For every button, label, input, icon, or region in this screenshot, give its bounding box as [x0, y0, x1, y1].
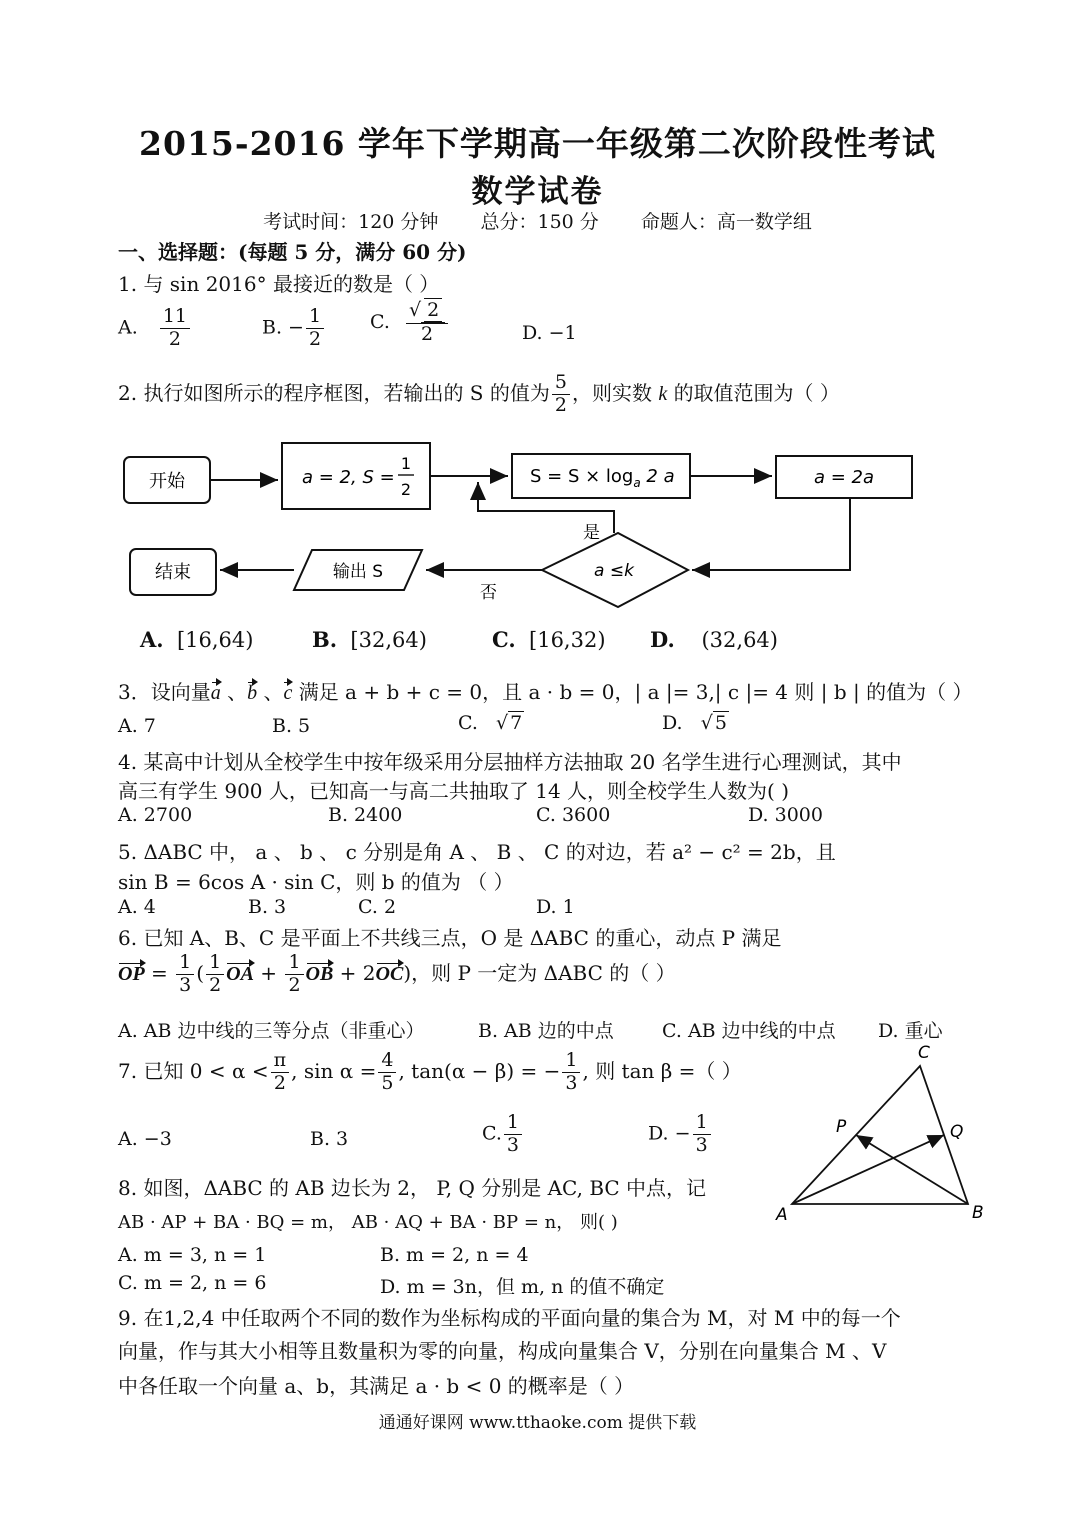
question-5-line1: 5. ΔABC 中， a 、 b 、 c 分别是角 A 、 B 、 C 的对边，若 a² − c² = 2b，且	[118, 840, 836, 864]
exam-meta	[0, 207, 1075, 234]
section-heading: 一、选择题：(每题 5 分，满分 60 分)	[118, 240, 467, 264]
question-3-stem: 3．设向量a 、b 、c 满足 a + b + c = 0，且 a · b = 0，| a |= 3,| c |= 4 则 | b | 的值为（ ）	[118, 680, 973, 704]
q6-option-d: D. 重心	[878, 1020, 943, 1042]
q8-option-c: C. m = 2, n = 6	[118, 1272, 267, 1294]
flow-no-label: 否	[480, 583, 497, 603]
exam-score: 总分：150 分	[480, 211, 599, 233]
exam-time: 考试时间：120 分钟	[263, 211, 439, 233]
question-4-line1: 4. 某高中计划从全校学生中按年级采用分层抽样方法抽取 20 名学生进行心理测试，其中	[118, 750, 902, 774]
exam-author: 命题人：高一数学组	[640, 211, 812, 233]
q2-option-c: C. [16,32)	[492, 627, 606, 652]
flow-condition: a ≤k	[594, 561, 634, 581]
question-1-stem: 1. 与 sin 2016° 最接近的数是（ ）	[118, 272, 440, 296]
question-8-line1: 8. 如图，ΔABC 的 AB 边长为 2， P, Q 分别是 AC, BC 中点，记	[118, 1176, 707, 1200]
question-9-line2: 向量，作与其大小相等且数量积为零的向量，构成向量集合 V，分别在向量集合 M 、V	[118, 1339, 887, 1363]
flow-init-den: 2	[400, 480, 412, 499]
flow-start: 开始	[149, 471, 185, 492]
flow-init-num: 1	[400, 454, 412, 473]
point-q-label: Q	[950, 1122, 964, 1142]
q6-option-c: C. AB 边中线的中点	[662, 1020, 836, 1042]
q1-option-d: D. −1	[522, 322, 577, 344]
flow-update: a = 2a	[813, 467, 875, 488]
flow-calc: $S = S \times \log_a 2$ a	[530, 466, 675, 490]
q2-option-b: B. [32,64)	[312, 627, 427, 652]
page-footer: 通通好课网 www.tthaoke.com 提供下载	[378, 1413, 697, 1433]
flow-init: a = 2, S =	[302, 467, 395, 488]
q8-option-b: B. m = 2, n = 4	[380, 1244, 529, 1266]
q1-option-c: C. $\frac{√ 2}{2}$	[370, 300, 450, 346]
q2-option-a: A. [16,64)	[140, 627, 254, 652]
q7-option-b: B. 3	[310, 1128, 349, 1150]
q3-option-a: A. 7	[118, 715, 156, 737]
point-p-label: P	[836, 1117, 847, 1137]
q2-option-d: D. (32,64)	[650, 627, 778, 652]
q6-option-a: A. AB 边中线的三等分点（非重心）	[118, 1020, 425, 1042]
question-7-stem: 7. 已知 0 < α < $\frac{\pi}{2}$ , sin α = $\frac{4}{5}$ , tan(α − β) = − $\frac{1}{3}$ , 则 tan β =（ ）	[118, 1049, 742, 1094]
q6-option-b: B. AB 边的中点	[478, 1020, 614, 1042]
exam-title: 2015-2016 学年下学期高一年级第二次阶段性考试	[139, 124, 936, 163]
q4-option-a: A. 2700	[118, 804, 193, 826]
question-8-line2: AB · AP + BA · BQ = m， AB · AQ + BA · BP = n， 则( )	[118, 1212, 618, 1233]
vertex-c-label: C	[918, 1043, 930, 1063]
q5-option-c: C. 2	[358, 896, 397, 918]
question-6-line1: 6. 已知 A、B、C 是平面上不共线三点，O 是 ΔABC 的重心，动点 P 满足	[118, 926, 782, 950]
question-5-line2: sin B = 6cos A · sin C，则 b 的值为 （ ）	[118, 870, 514, 894]
q8-option-a: A. m = 3, n = 1	[118, 1244, 267, 1266]
q7-option-a: A. −3	[118, 1128, 172, 1150]
q3-option-c: C. √ 7	[458, 712, 523, 734]
q4-option-c: C. 3600	[536, 804, 611, 826]
q1-option-b: B. − $\frac{1}{2}$	[262, 306, 326, 351]
question-9-line3: 中各任取一个向量 a、b，其满足 a · b < 0 的概率是（ ）	[118, 1374, 635, 1398]
q1-option-a: A. $\frac{11}{2}$	[118, 306, 192, 351]
q3-option-d: D. √ 5	[662, 712, 727, 734]
exam-subtitle: 数学试卷	[471, 174, 604, 210]
question-9-line1: 9. 在1,2,4 中任取两个不同的数作为坐标构成的平面向量的集合为 M，对 M 中的每一个	[118, 1306, 901, 1330]
question-2-stem: 2. 执行如图所示的程序框图，若输出的 S 的值为 $\frac{5}{2}$ ，则实数 k 的取值范围为（ ）	[118, 371, 840, 416]
q4-option-b: B. 2400	[328, 804, 403, 826]
flowchart	[118, 435, 918, 615]
flow-output: 输出 S	[332, 562, 384, 582]
question-4-line2: 高三有学生 900 人，已知高一与高二共抽取了 14 人，则全校学生人数为( )	[118, 779, 790, 803]
q7-option-d: D. − $\frac{1}{3}$	[648, 1112, 713, 1157]
flow-end: 结束	[155, 562, 191, 583]
q7-option-c: C. $\frac{1}{3}$	[482, 1112, 524, 1157]
question-6-line2: OP = $\frac{1}{3}$ ( $\frac{1}{2}$ OA + $\frac{1}{2}$ OB + 2OC)，则 P 一定为 ΔABC 的（ ）	[118, 951, 676, 996]
vertex-a-label: A	[776, 1205, 788, 1225]
triangle-figure	[770, 1038, 990, 1228]
flow-yes-label: 是	[583, 523, 600, 543]
q4-option-d: D. 3000	[748, 804, 823, 826]
q8-option-d: D. m = 3n，但 m, n 的值不确定	[380, 1276, 665, 1298]
q5-option-d: D. 1	[536, 896, 575, 918]
q5-option-a: A. 4	[118, 896, 156, 918]
vertex-b-label: B	[972, 1203, 984, 1223]
q5-option-b: B. 3	[248, 896, 287, 918]
q3-option-b: B. 5	[272, 715, 311, 737]
